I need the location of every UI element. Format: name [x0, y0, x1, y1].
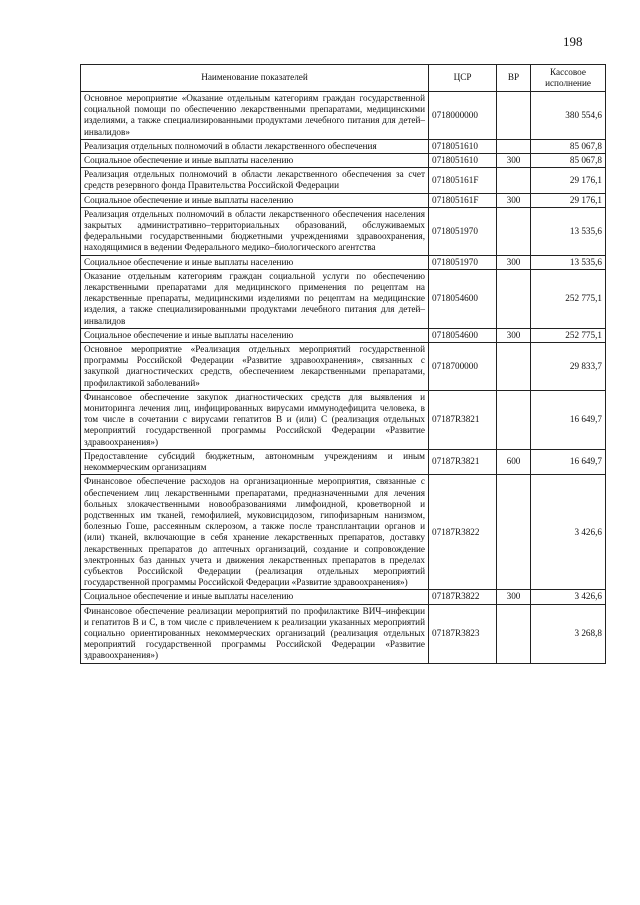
header-vr: ВР: [497, 65, 531, 92]
table-row: [81, 475, 606, 590]
row-name: Финансовое обеспечение закупок диагностических средств для выявления и мониторинга лечения лиц, инфицированных вирусами иммунодефицита человека, в том числе в сочетании с вирусами гепатитов В и (или) С (реализация отдельных мероприятий государственной программы Российской Федерации «Развитие здравоохранения»): [81, 390, 429, 449]
row-name: Социальное обеспечение и иные выплаты населению: [81, 255, 429, 269]
row-name: Предоставление субсидий бюджетным, автономным учреждениям и иным некоммерческим организациям: [81, 449, 429, 474]
row-vr: [497, 475, 531, 590]
table-row: [81, 269, 606, 328]
row-csr: 0718051970: [429, 207, 497, 255]
row-vr: [497, 139, 531, 153]
row-amount: 16 649,7: [531, 449, 606, 474]
row-amount: 252 775,1: [531, 269, 606, 328]
table-row: [81, 168, 606, 193]
row-amount: 3 426,6: [531, 590, 606, 604]
row-name: Социальное обеспечение и иные выплаты населению: [81, 154, 429, 168]
table-row: [81, 390, 606, 449]
row-csr: 071805161F: [429, 168, 497, 193]
row-csr: 0718054600: [429, 269, 497, 328]
row-vr: [497, 92, 531, 140]
header-name: Наименование показателей: [81, 65, 429, 92]
row-amount: 252 775,1: [531, 328, 606, 342]
row-csr: 071805161F: [429, 193, 497, 207]
row-name: Основное мероприятие «Реализация отдельных мероприятий государственной программы Российской Федерации «Развитие здравоохранения», связанных с закупкой диагностических средств, обеспечением лекарственными препаратами, профилактикой заболеваний»: [81, 343, 429, 391]
row-name: Социальное обеспечение и иные выплаты населению: [81, 328, 429, 342]
table-header-row: [81, 65, 606, 92]
row-amount: 29 833,7: [531, 343, 606, 391]
row-vr: [497, 269, 531, 328]
table-row: [81, 207, 606, 255]
row-name: Социальное обеспечение и иные выплаты населению: [81, 193, 429, 207]
row-csr: 07187R3823: [429, 604, 497, 663]
row-csr: 07187R3821: [429, 449, 497, 474]
row-csr: 0718700000: [429, 343, 497, 391]
header-csr: ЦСР: [429, 65, 497, 92]
row-amount: 29 176,1: [531, 168, 606, 193]
row-amount: 380 554,6: [531, 92, 606, 140]
row-vr: [497, 343, 531, 391]
header-amount: Кассовое исполнение: [531, 65, 606, 92]
row-vr: 300: [497, 255, 531, 269]
row-amount: 13 535,6: [531, 255, 606, 269]
table-row: [81, 590, 606, 604]
row-csr: 0718054600: [429, 328, 497, 342]
table-row: [81, 92, 606, 140]
row-vr: 300: [497, 328, 531, 342]
row-vr: 300: [497, 154, 531, 168]
row-name: Финансовое обеспечение реализации мероприятий по профилактике ВИЧ–инфекции и гепатитов В и С, в том числе с привлечением к реализации указанных мероприятий социально ориентированных некоммерческих организаций (реализация отдельных мероприятий государственной программы Российской Федерации «Развитие здравоохранения»): [81, 604, 429, 663]
row-vr: 600: [497, 449, 531, 474]
table-row: [81, 154, 606, 168]
row-amount: 85 067,8: [531, 139, 606, 153]
row-csr: 07187R3822: [429, 590, 497, 604]
row-name: Социальное обеспечение и иные выплаты населению: [81, 590, 429, 604]
row-name: Реализация отдельных полномочий в области лекарственного обеспечения населения закрытых административно–территориальных образований, обслуживаемых федеральными государственными бюджетными учреждениями здравоохранения, находящимися в ведении Федерального медико–биологического агентства: [81, 207, 429, 255]
page-number: 198: [563, 34, 583, 49]
row-vr: [497, 168, 531, 193]
row-name: Реализация отдельных полномочий в области лекарственного обеспечения за счет средств резервного фонда Правительства Российской Федерации: [81, 168, 429, 193]
row-amount: 16 649,7: [531, 390, 606, 449]
table-row: [81, 193, 606, 207]
row-vr: [497, 207, 531, 255]
row-amount: 13 535,6: [531, 207, 606, 255]
row-name: Финансовое обеспечение расходов на организационные мероприятия, связанные с обеспечением лиц лекарственными препаратами, предназначенными для лечения больных злокачественными новообразованиями лимфоидной, кроветворной и родственных им тканей, гемофилией, муковисцидозом, гипофизарным нанизмом, болезнью Гоше, рассеянным склерозом, а также после трансплантации органов и (или) тканей, включающие в себя хранение лекарственных препаратов, доставку лекарственных препаратов до аптечных организаций, создание и сопровождение электронных баз данных учета и движения лекарственных препаратов в пределах субъектов Российской Федерации (реализация отдельных мероприятий государственной программы Российской Федерации «Развитие здравоохранения»): [81, 475, 429, 590]
row-amount: 85 067,8: [531, 154, 606, 168]
row-csr: 0718051610: [429, 139, 497, 153]
row-name: Реализация отдельных полномочий в области лекарственного обеспечения: [81, 139, 429, 153]
table-row: [81, 449, 606, 474]
table-row: [81, 255, 606, 269]
row-name: Основное мероприятие «Оказание отдельным категориям граждан государственной социальной помощи по обеспечению лекарственными препаратами, медицинскими изделиями, а также специализированными продуктами лечебного питания для детей–инвалидов»: [81, 92, 429, 140]
row-csr: 0718051610: [429, 154, 497, 168]
row-csr: 0718000000: [429, 92, 497, 140]
row-amount: 3 268,8: [531, 604, 606, 663]
table-row: [81, 328, 606, 342]
row-vr: [497, 604, 531, 663]
row-vr: 300: [497, 193, 531, 207]
table-row: [81, 343, 606, 391]
row-csr: 0718051970: [429, 255, 497, 269]
row-vr: [497, 390, 531, 449]
row-csr: 07187R3821: [429, 390, 497, 449]
row-vr: 300: [497, 590, 531, 604]
row-amount: 29 176,1: [531, 193, 606, 207]
row-csr: 07187R3822: [429, 475, 497, 590]
table-row: [81, 139, 606, 153]
budget-table: [80, 64, 606, 664]
row-amount: 3 426,6: [531, 475, 606, 590]
row-name: Оказание отдельным категориям граждан социальной услуги по обеспечению лекарственными препаратами для медицинского применения по рецептам на лекарственные препараты, медицинскими изделиями по рецептам на медицинские изделия, а также специализированными продуктами лечебного питания для детей–инвалидов: [81, 269, 429, 328]
table-row: [81, 604, 606, 663]
